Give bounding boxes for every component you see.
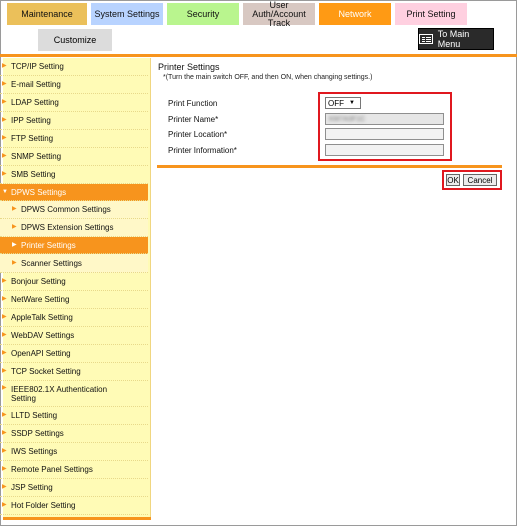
printer-name-field[interactable]: KM7A3F1C (325, 113, 444, 125)
header-divider (0, 54, 517, 57)
arrow-right-icon: ▶ (2, 412, 7, 418)
sidebar-item-ssdp[interactable]: ▶ SSDP Settings (0, 425, 148, 443)
arrow-right-icon: ▶ (2, 484, 7, 490)
sidebar-item-ldap[interactable]: ▶ LDAP Setting (0, 94, 148, 112)
tab-user-auth[interactable]: User Auth/Account Track (242, 2, 316, 26)
sidebar-item-netware[interactable]: ▶ NetWare Setting (0, 291, 148, 309)
tab-security[interactable]: Security (166, 2, 240, 26)
tab-print-setting[interactable]: Print Setting (394, 2, 468, 26)
arrow-right-icon: ▶ (2, 99, 7, 105)
arrow-right-icon: ▶ (12, 259, 17, 266)
tab-system-settings[interactable]: System Settings (90, 2, 164, 26)
sidebar-item-webdav[interactable]: ▶ WebDAV Settings (0, 327, 148, 345)
sidebar-item-tcp-socket[interactable]: ▶ TCP Socket Setting (0, 363, 148, 381)
sidebar-item-snmp[interactable]: ▶ SNMP Setting (0, 148, 148, 166)
arrow-right-icon: ▶ (2, 117, 7, 123)
tab-customize[interactable]: Customize (38, 29, 112, 51)
sidebar-bottom-divider (3, 517, 151, 520)
arrow-right-icon: ▶ (2, 466, 7, 472)
printer-location-label: Printer Location* (168, 130, 228, 139)
sidebar-item-ieee8021x[interactable]: ▶ IEEE802.1X Authentication Setting (0, 381, 148, 407)
arrow-right-icon: ▶ (2, 385, 7, 391)
menu-icon (419, 34, 433, 44)
print-function-select[interactable]: OFF ▼ (325, 97, 361, 109)
sidebar-item-appletalk[interactable]: ▶ AppleTalk Setting (0, 309, 148, 327)
print-function-label: Print Function (168, 99, 218, 108)
tab-network[interactable]: Network (318, 2, 392, 26)
to-main-menu-button[interactable] (418, 28, 494, 50)
tab-maintenance[interactable]: Maintenance (6, 2, 88, 26)
page-title: Printer Settings (158, 62, 220, 72)
sidebar-item-bonjour[interactable]: ▶ Bonjour Setting (0, 273, 148, 291)
sidebar-item-ipp[interactable]: ▶ IPP Setting (0, 112, 148, 130)
arrow-right-icon: ▶ (2, 153, 7, 159)
printer-name-label: Printer Name* (168, 115, 219, 124)
arrow-right-icon: ▶ (2, 296, 7, 302)
sidebar-item-openapi[interactable]: ▶ OpenAPI Setting (0, 345, 148, 363)
sidebar-item-scanner-settings[interactable]: ▶ Scanner Settings (0, 254, 148, 273)
sidebar-item-hot-folder[interactable]: ▶ Hot Folder Setting (0, 497, 148, 515)
sidebar-item-email[interactable]: ▶ E-mail Setting (0, 76, 148, 94)
sidebar-item-smb[interactable]: ▶ SMB Setting (0, 166, 148, 184)
sidebar-item-remote-panel[interactable]: ▶ Remote Panel Settings (0, 461, 148, 479)
arrow-right-icon: ▶ (2, 350, 7, 356)
sidebar-item-ftp[interactable]: ▶ FTP Setting (0, 130, 148, 148)
sidebar-item-dpws-extension[interactable]: ▶ DPWS Extension Settings (0, 219, 148, 237)
sidebar-item-dpws[interactable]: ▼ DPWS Settings (0, 184, 148, 201)
ok-button[interactable]: OK (447, 175, 459, 185)
arrow-right-icon: ▶ (2, 135, 7, 141)
sidebar-item-lltd[interactable]: ▶ LLTD Setting (0, 407, 148, 425)
content-divider (157, 165, 502, 168)
arrow-right-icon: ▶ (12, 241, 17, 248)
sidebar-item-iws[interactable]: ▶ IWS Settings (0, 443, 148, 461)
arrow-right-icon: ▶ (12, 224, 17, 230)
sidebar-item-jsp[interactable]: ▶ JSP Setting (0, 479, 148, 497)
arrow-right-icon: ▶ (2, 81, 7, 87)
arrow-right-icon: ▶ (2, 314, 7, 320)
arrow-right-icon: ▶ (12, 206, 17, 212)
printer-information-field[interactable] (325, 144, 444, 156)
arrow-right-icon: ▶ (2, 502, 7, 508)
arrow-right-icon: ▶ (2, 368, 7, 374)
arrow-right-icon: ▶ (2, 63, 7, 69)
arrow-right-icon: ▶ (2, 278, 7, 284)
arrow-right-icon: ▶ (2, 332, 7, 338)
cancel-button[interactable]: Cancel (463, 174, 497, 186)
sidebar-item-tcpip[interactable]: ▶ TCP/IP Setting (0, 58, 148, 76)
sidebar-item-dpws-common[interactable]: ▶ DPWS Common Settings (0, 201, 148, 219)
restart-note: *(Turn the main switch OFF, and then ON, when changing settings.) (163, 74, 373, 81)
printer-location-field[interactable] (325, 128, 444, 140)
sidebar-item-printer-settings[interactable]: ▶ Printer Settings (0, 237, 148, 254)
arrow-right-icon: ▶ (2, 448, 7, 454)
chevron-down-icon: ▼ (349, 100, 355, 106)
printer-information-label: Printer Information* (168, 146, 237, 155)
arrow-right-icon: ▶ (2, 171, 7, 177)
arrow-down-icon: ▼ (2, 188, 8, 195)
arrow-right-icon: ▶ (2, 430, 7, 436)
to-main-menu-label: To Main Menu (437, 29, 470, 49)
